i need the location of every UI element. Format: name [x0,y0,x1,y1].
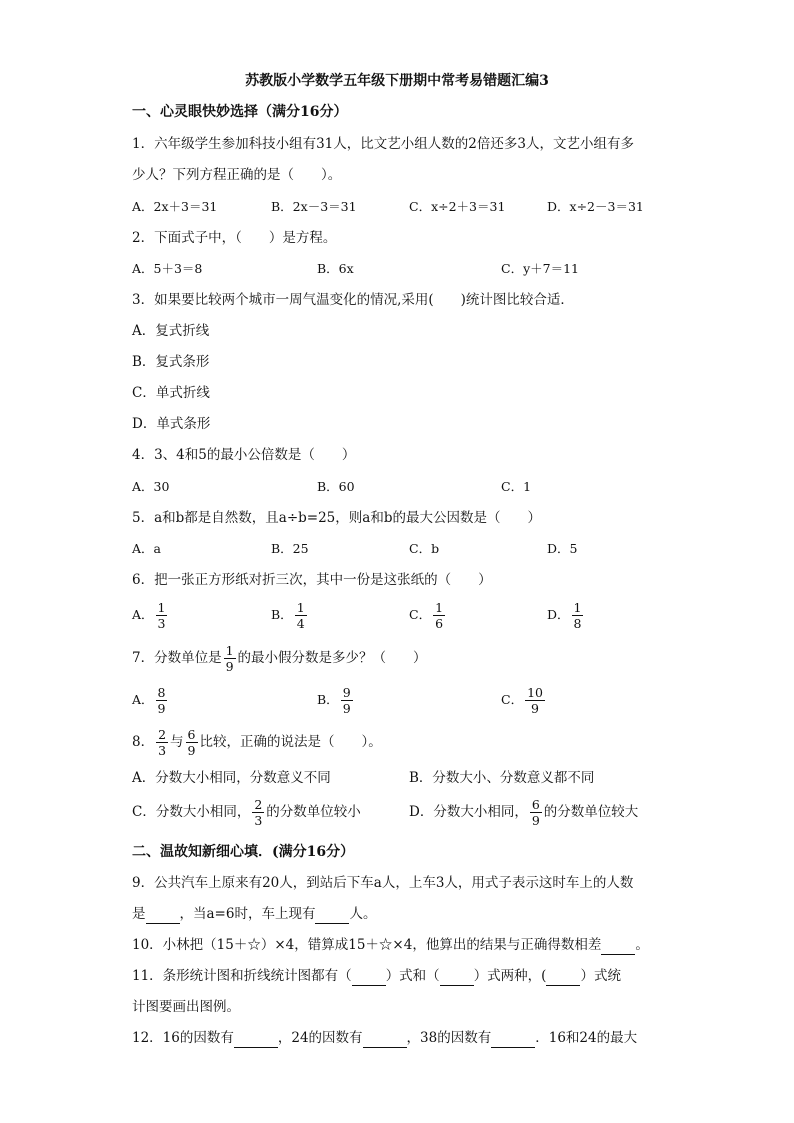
question-2-option-b: B．6x [317,261,354,276]
question-4-option-c: C．1 [501,479,532,494]
question-8-option-b: B．分数大小、分数意义都不同 [409,770,595,786]
question-2-option-c: C．y＋7＝11 [501,261,579,276]
question-12: 12．16的因数有 ，24的因数有 ，38的因数有 ．16和24的最大 [132,1030,638,1046]
fraction: $\frac{8}{9}$ [157,685,166,716]
question-8-option-d: D．分数大小相同， $\frac{6}{9}$ 的分数单位较大 [409,797,639,828]
question-7-option-c: C． $\frac{10}{9}$ [501,685,543,716]
question-5-option-b: B．25 [271,541,309,556]
fraction: $\frac{1}{4}$ [296,600,305,631]
question-3-option-b: B．复式条形 [132,354,210,370]
answer-blank[interactable] [315,905,349,924]
question-5-stem: 5．a和b都是自然数，且a÷b=25，则a和b的最大公因数是（ ） [132,510,541,526]
question-8-option-a: A．分数大小相同，分数意义不同 [132,770,331,786]
answer-blank[interactable] [546,967,580,986]
answer-blank[interactable] [146,905,180,924]
question-8-stem: 8． $\frac{2}{3}$ 与 $\frac{6}{9}$ 比较，正确的说法是（ ）。 [132,727,382,758]
question-4-option-a: A．30 [132,479,170,494]
question-8-option-c: C．分数大小相同， $\frac{2}{3}$ 的分数单位较小 [132,797,361,828]
question-6-option-c: C． $\frac{1}{6}$ [409,600,444,631]
question-7-stem: 7．分数单位是 $\frac{1}{9}$ 的最小假分数是多少？（ ） [132,643,427,674]
question-9-line-2: 是 ，当a=6时，车上现有 人。 [132,906,377,922]
question-3-option-a: A．复式折线 [132,323,210,339]
question-5-option-d: D．5 [547,541,578,556]
question-6-option-b: B． $\frac{1}{4}$ [271,600,305,631]
question-1-option-b: B．2x－3＝31 [271,199,357,214]
fraction: $\frac{6}{9}$ [531,797,540,828]
fraction: $\frac{10}{9}$ [527,685,543,716]
question-1-option-d: D．x÷2－3＝31 [547,199,644,214]
answer-blank[interactable] [491,1029,535,1048]
question-3-stem: 3．如果要比较两个城市一周气温变化的情况,采用( )统计图比较合适． [132,292,574,308]
fraction: $\frac{2}{3}$ [158,727,167,758]
fraction: $\frac{1}{9}$ [225,643,234,674]
question-11-line-2: 计图要画出图例。 [132,999,240,1015]
question-1-option-a: A．2x＋3＝31 [132,199,218,214]
question-5-option-c: C．b [409,541,440,556]
question-9-line-1: 9．公共汽车上原来有20人，到站后下车a人，上车3人，用式子表示这时车上的人数 [132,875,634,891]
question-6-option-d: D． $\frac{1}{8}$ [547,600,582,631]
fraction: $\frac{2}{3}$ [254,797,263,828]
fraction: $\frac{6}{9}$ [187,727,196,758]
fraction: $\frac{1}{8}$ [573,600,582,631]
question-4-option-b: B．60 [317,479,355,494]
answer-blank[interactable] [363,1029,407,1048]
question-7-option-a: A． $\frac{8}{9}$ [132,685,166,716]
fraction: $\frac{9}{9}$ [342,685,351,716]
page-title: 苏教版小学数学五年级下册期中常考易错题汇编3 [245,73,549,89]
question-11-line-1: 11．条形统计图和折线统计图都有（ ）式和（ ）式两种，( ）式统 [132,968,621,984]
question-4-stem: 4．3、4和5的最小公倍数是（ ） [132,447,356,463]
section-2-heading: 二、温故知新细心填．(满分16分） [132,844,355,860]
question-6-option-a: A． $\frac{1}{3}$ [132,600,166,631]
answer-blank[interactable] [234,1029,278,1048]
question-2-stem: 2．下面式子中，（ ）是方程。 [132,230,337,246]
section-1-heading: 一、心灵眼快妙选择（满分16分） [132,104,348,120]
question-7-option-b: B． $\frac{9}{9}$ [317,685,351,716]
question-10: 10．小林把（15＋☆）×4，错算成15＋☆×4，他算出的结果与正确得数相差 。 [132,937,649,953]
answer-blank[interactable] [352,967,386,986]
question-1-line-1: 1．六年级学生参加科技小组有31人，比文艺小组人数的2倍还多3人，文艺小组有多 [132,136,634,152]
question-2-option-a: A．5＋3＝8 [132,261,203,276]
fraction: $\frac{1}{6}$ [435,600,444,631]
question-1-line-2: 少人？下列方程正确的是（ ）。 [132,167,342,183]
question-3-option-c: C．单式折线 [132,385,210,401]
question-3-option-d: D．单式条形 [132,416,211,432]
answer-blank[interactable] [440,967,474,986]
question-5-option-a: A．a [132,541,161,556]
question-1-option-c: C．x÷2＋3＝31 [409,199,506,214]
answer-blank[interactable] [601,936,635,955]
question-6-stem: 6．把一张正方形纸对折三次，其中一份是这张纸的（ ） [132,572,492,588]
fraction: $\frac{1}{3}$ [157,600,166,631]
